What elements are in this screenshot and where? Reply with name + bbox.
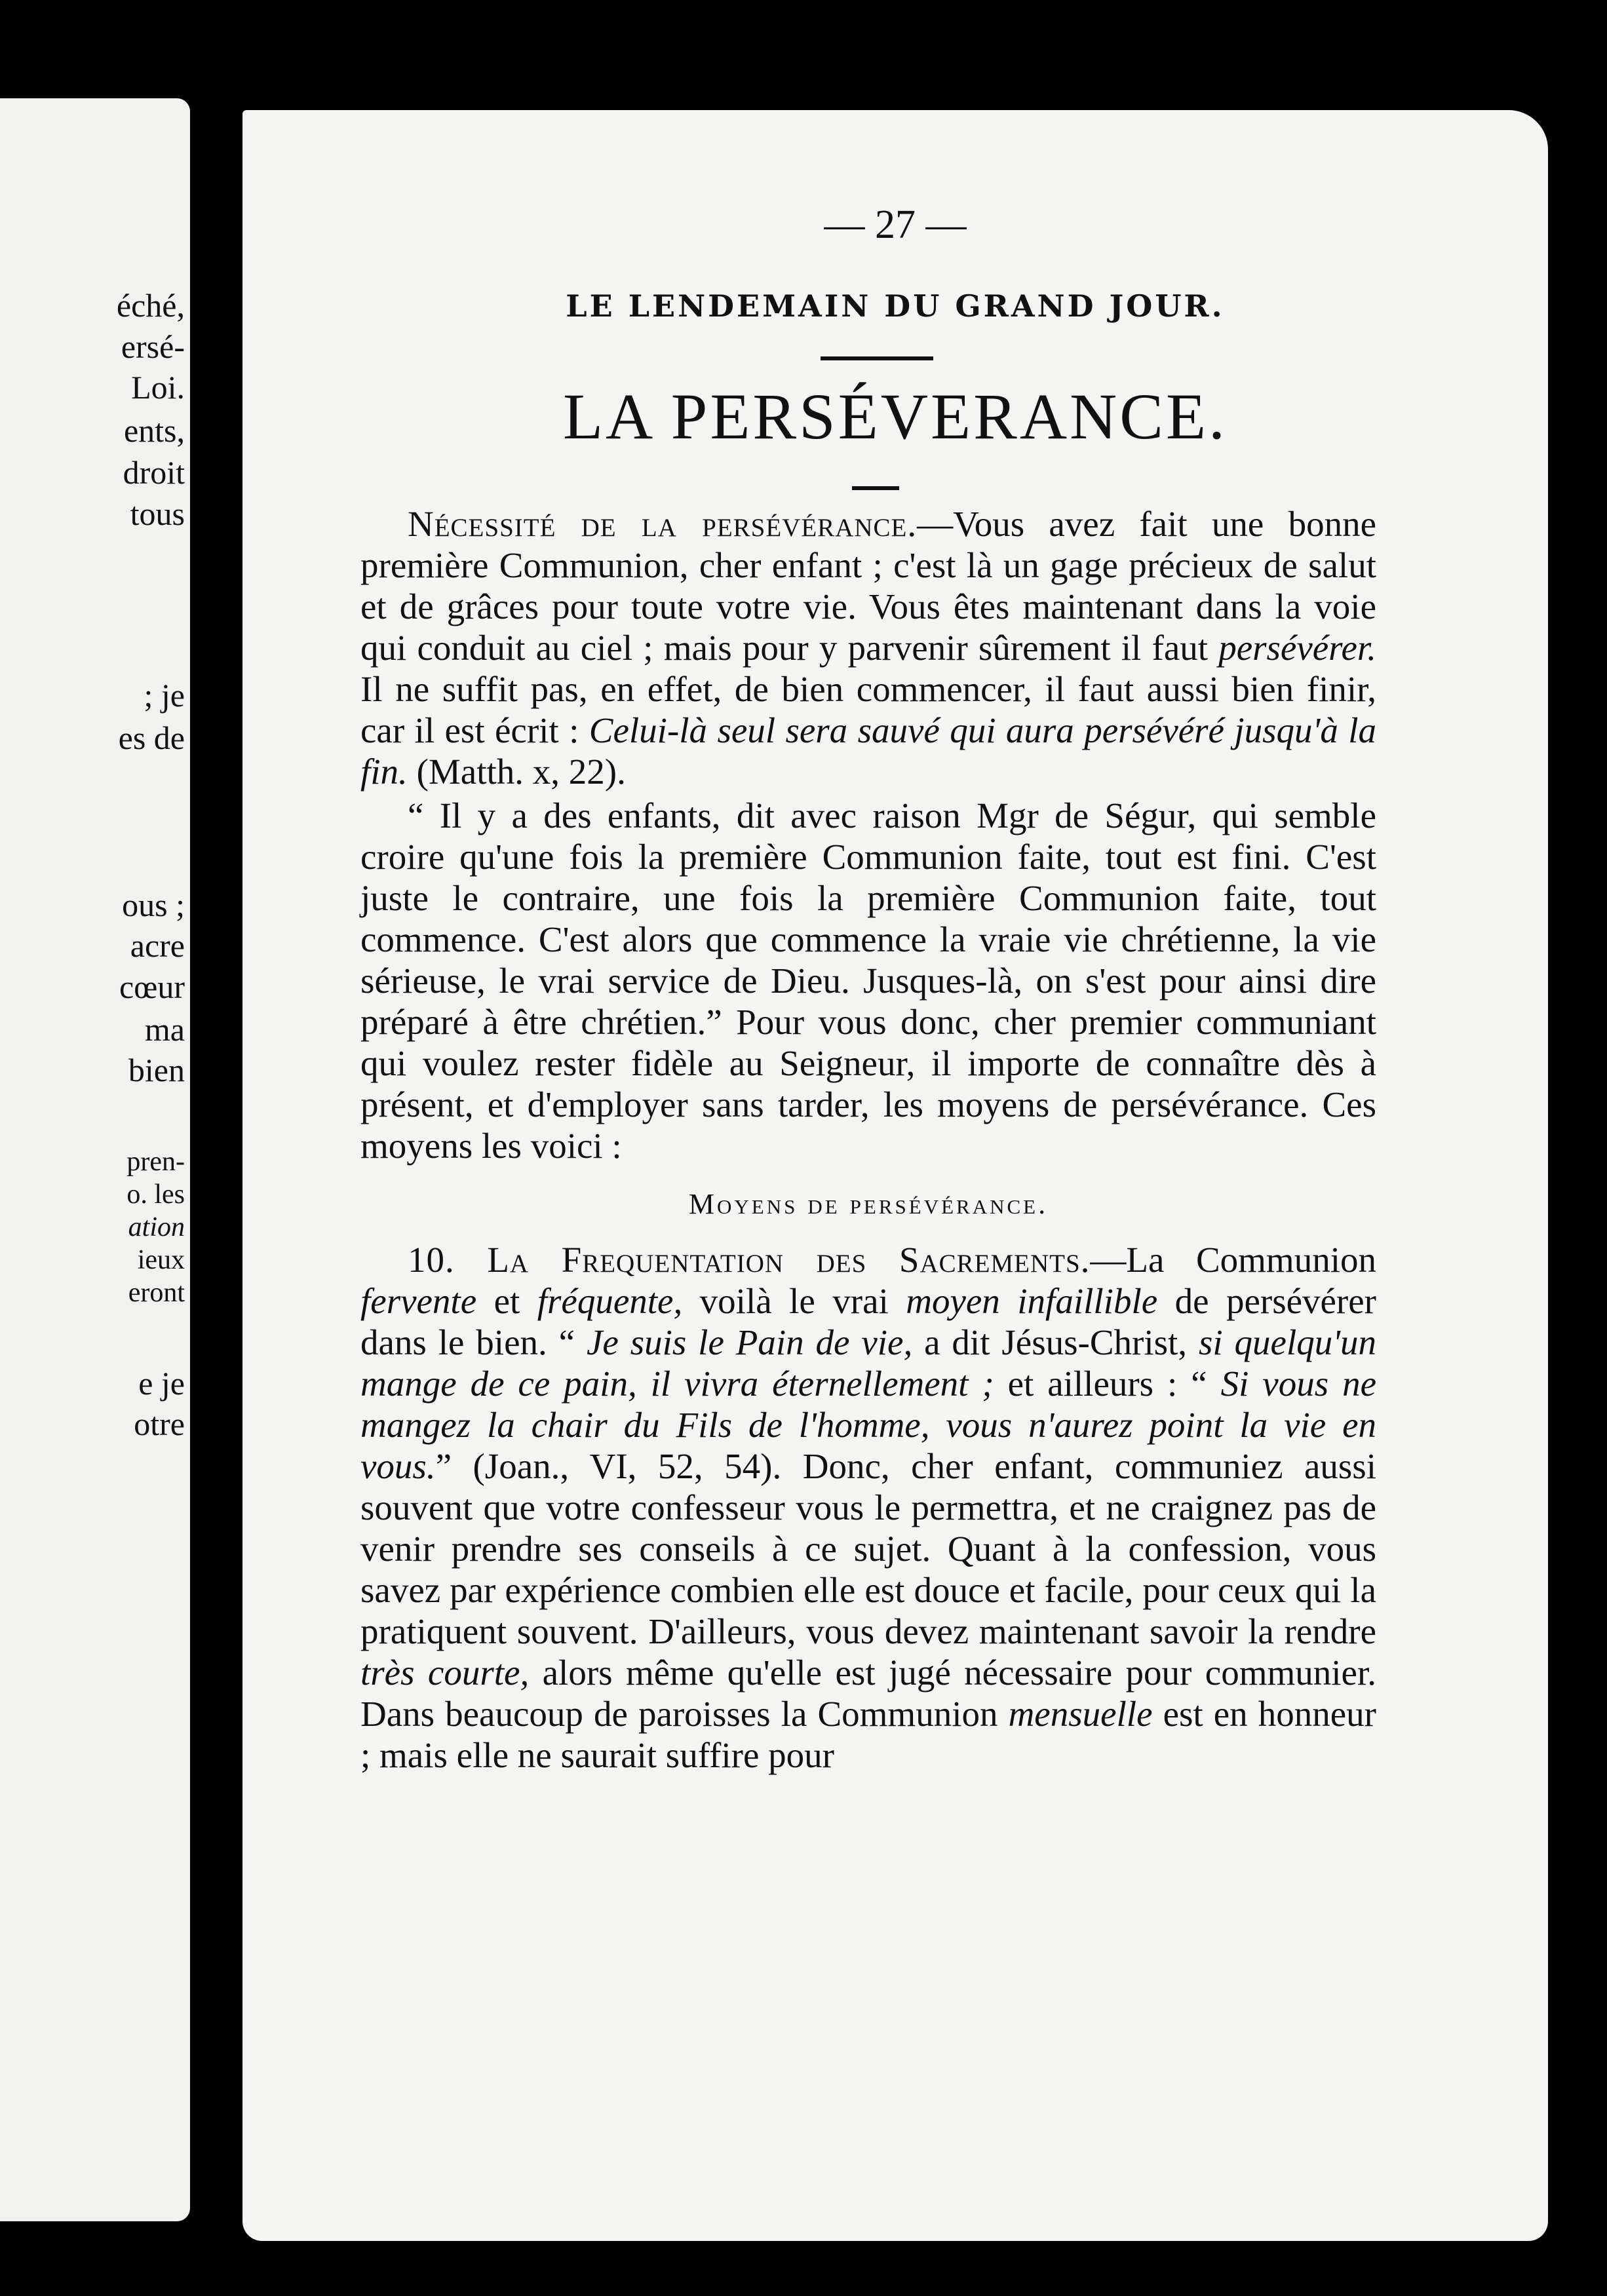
body-text	[360, 503, 1376, 1776]
left-page-fragment: pren-	[126, 1147, 185, 1177]
italic-run: fréquente,	[537, 1281, 683, 1321]
text-run: et	[476, 1281, 537, 1321]
left-page-fragment: Loi.	[131, 369, 185, 406]
title-rule	[821, 356, 933, 360]
left-page-fragment: ; je	[144, 677, 185, 714]
left-page-fragment: ieux	[137, 1245, 185, 1275]
text-run: est en honneur ; mais elle ne saurait suffire pour	[360, 1694, 1376, 1775]
italic-run: Celui-là seul sera sauvé qui aura persévéré jusqu'à la fin.	[360, 710, 1376, 792]
text-run: Il ne suffit pas, en effet, de bien commencer, il faut aussi bien finir, car il est écrit :	[360, 669, 1376, 750]
left-page-fragment: es de	[118, 719, 185, 756]
left-page-fragment: tous	[130, 495, 185, 532]
left-page-fragment: bien	[128, 1052, 185, 1088]
left-page-fragment: acre	[130, 927, 185, 964]
page-number: — 27 —	[824, 202, 967, 247]
left-page-fragment: ma	[144, 1011, 185, 1048]
left-page-fragment: ersé-	[121, 328, 185, 365]
italic-run: persévérer.	[1218, 628, 1376, 668]
subheading: Moyens de persévérance.	[688, 1188, 1049, 1220]
book-page	[242, 110, 1548, 2241]
paragraph-segur-quote: “ Il y a des enfants, dit avec raison Mgr de Ségur, qui semble croire qu'une fois la première Communion faite, tout est fini. C'est juste le contraire, une fois la première Communion faite, tout commence. C'est alors que commence la vraie vie chrétienne, la vie sérieuse, le vrai service de Dieu. Jusques-là, on s'est pour ainsi dire préparé à être chrétien.” Pour vous donc, cher premier communiant qui voulez rester fidèle au Seigneur, il importe de connaître dès à présent, et d'employer sans tarder, les moyens de persévérance. Ces moyens les voici :	[360, 795, 1376, 1166]
italic-run: mensuelle	[1008, 1694, 1153, 1734]
left-page-fragment: eront	[128, 1278, 185, 1308]
section-lead: Nécessité de la persévérance.	[408, 504, 918, 544]
chapter-title: LA PERSÉVERANCE.	[562, 380, 1228, 453]
title-rule-short	[852, 486, 899, 490]
italic-run: Je suis le Pain de vie,	[586, 1322, 913, 1362]
text-run: de persévérer dans le bien. “	[360, 1281, 1376, 1362]
text-run: alors même qu'elle est jugé nécessaire pour communier. Dans beaucoup de paroisses la Communion	[360, 1653, 1377, 1734]
italic-run: fervente	[360, 1281, 477, 1321]
text-run: (Matth. x, 22).	[407, 752, 626, 792]
left-page-fragment: o. les	[126, 1179, 185, 1210]
italic-run: moyen infaillible	[906, 1281, 1158, 1321]
left-page-fragment: droit	[123, 454, 185, 491]
left-page-edge	[0, 98, 190, 2221]
left-page-fragment: ous ;	[122, 887, 185, 923]
text-run: a dit Jésus-Christ,	[912, 1322, 1199, 1362]
running-head: LE LENDEMAIN DU GRAND JOUR.	[566, 288, 1225, 324]
left-page-fragment: otre	[134, 1406, 185, 1442]
text-run: ” (Joan., VI, 52, 54). Donc, cher enfant, communiez aussi souvent que votre confesseur vous le permettra, et ne craignez pas de venir prendre ses conseils à ce sujet. Quant à la confession, vous savez par expérience combien elle est douce et facile, pour ceux qui la pratiquent souvent. D'ailleurs, vous devez maintenant savoir la rendre	[360, 1446, 1376, 1651]
text-run: et ailleurs : “	[994, 1364, 1221, 1404]
left-page-fragment: ents,	[123, 412, 185, 449]
left-page-fragment: e je	[138, 1365, 185, 1402]
italic-run: très courte,	[360, 1653, 530, 1693]
italic-run: Si vous ne mangez la chair du Fils de l'homme, vous n'aurez point la vie en vous.	[360, 1364, 1376, 1486]
left-page-fragment: éché,	[116, 287, 185, 324]
left-page-fragment: ation	[128, 1212, 185, 1242]
left-page-fragment: cœur	[119, 968, 185, 1005]
section-lead: 10. La Frequentation des Sacrements.	[408, 1240, 1091, 1280]
text-run: —La Communion	[1090, 1240, 1376, 1280]
paragraph-necessity	[360, 503, 1376, 792]
text-run: voilà le vrai	[682, 1281, 906, 1321]
text-run: —Vous avez fait une bonne première Communion, cher enfant ; c'est là un gage précieux de salut et de grâces pour toute votre vie. Vous êtes maintenant dans la voie qui conduit au ciel ; mais pour y parvenir sûrement il faut	[360, 504, 1376, 668]
italic-run: si quelqu'un mange de ce pain, il vivra éternellement ;	[360, 1322, 1376, 1404]
paragraph-sacraments	[360, 1239, 1376, 1776]
